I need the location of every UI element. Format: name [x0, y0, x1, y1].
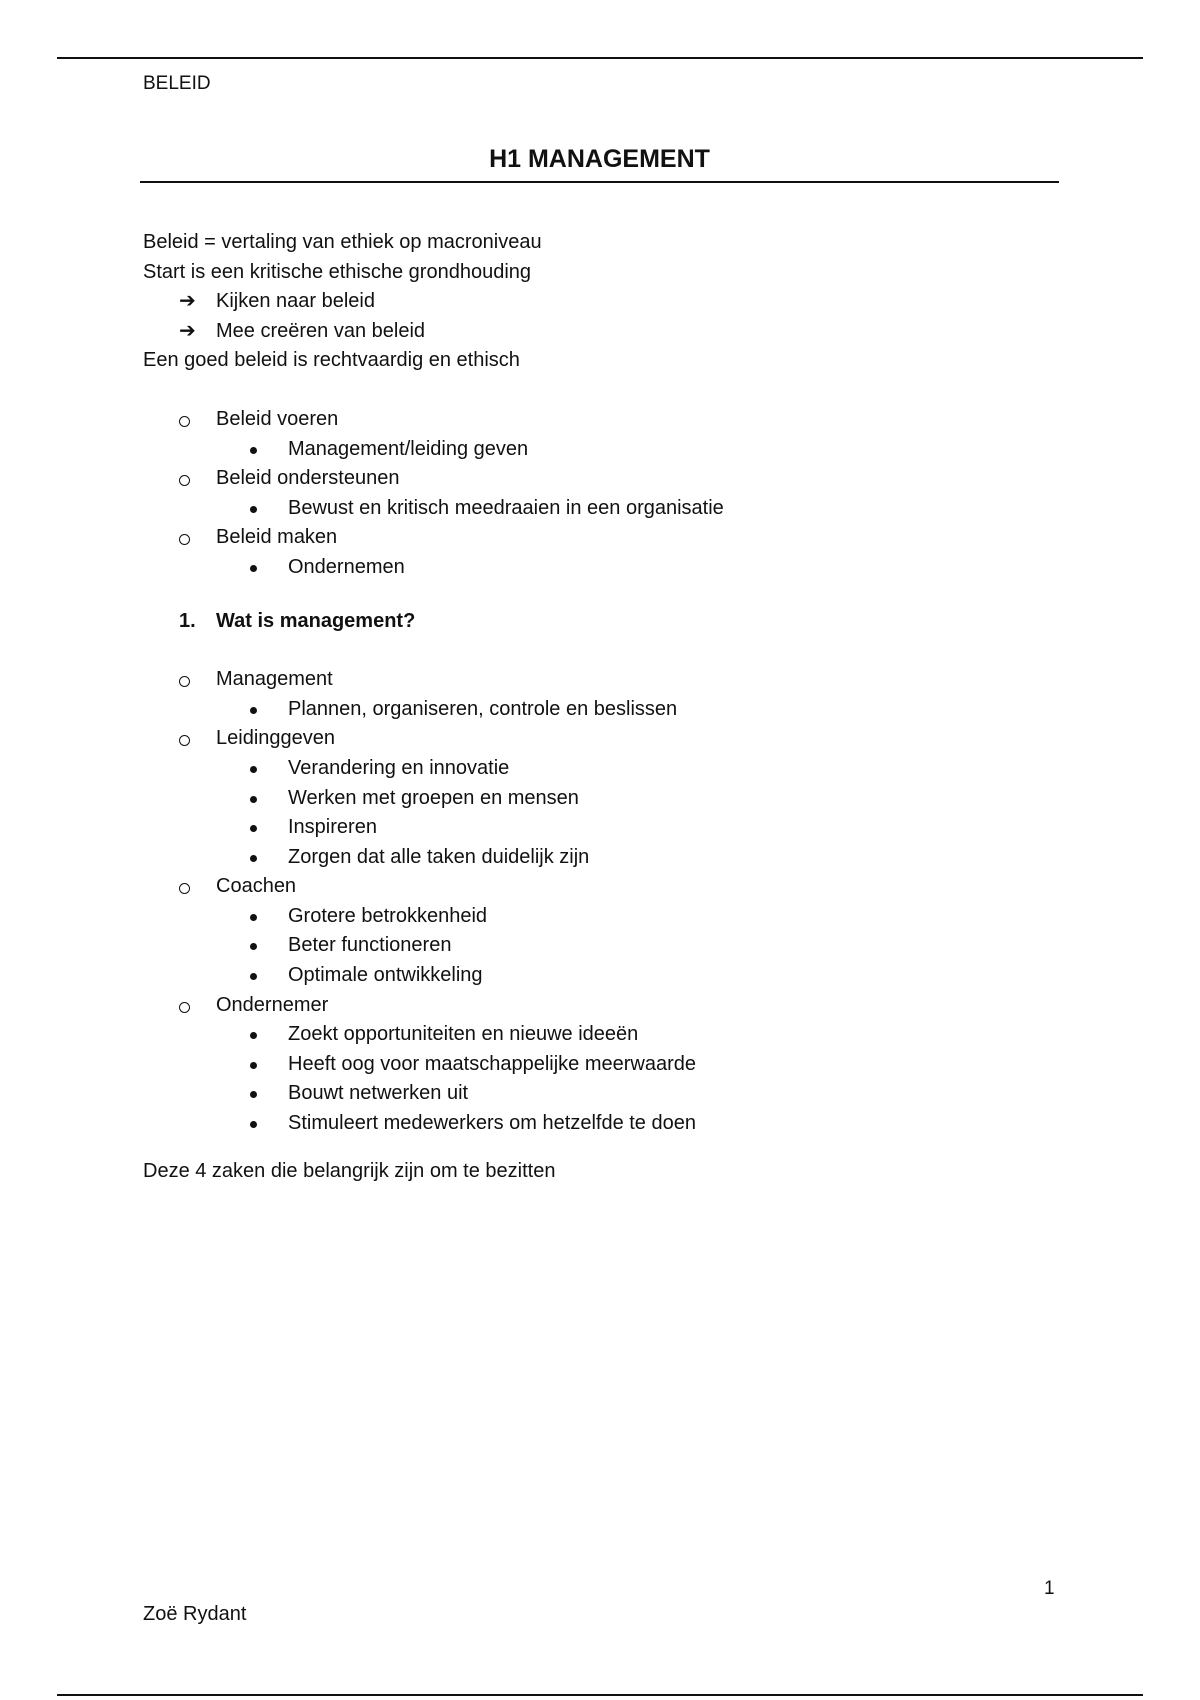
list-item: [143, 523, 1143, 553]
sub-list-item: [143, 843, 1143, 873]
sub-list-item: [143, 961, 1143, 991]
circle-bullet-icon: [179, 475, 190, 486]
sub-list-item: [143, 754, 1143, 784]
section-title: Wat is management?: [216, 609, 416, 632]
disc-bullet-icon: [250, 825, 257, 832]
disc-bullet-icon: [250, 855, 257, 862]
header-label: BELEID: [143, 73, 211, 94]
sub-list-item-label: Bouwt netwerken uit: [288, 1082, 469, 1105]
sub-list-item-label: Zorgen dat alle taken duidelijk zijn: [288, 845, 590, 868]
disc-bullet-icon: [250, 1121, 257, 1128]
intro-line-1: Beleid = vertaling van ethiek op macroniveau: [143, 231, 542, 253]
circle-bullet-icon: [179, 676, 190, 687]
disc-bullet-icon: [250, 506, 257, 513]
list-item: [143, 665, 1143, 695]
sub-list-item: [143, 931, 1143, 961]
sub-list-item-label: Bewust en kritisch meedraaien in een organisatie: [288, 496, 724, 519]
list-item-label: Management: [216, 668, 333, 691]
sub-list-item-label: Werken met groepen en mensen: [288, 786, 579, 809]
disc-bullet-icon: [250, 796, 257, 803]
bottom-rule: [57, 1694, 1143, 1696]
circle-bullet-icon: [179, 1002, 190, 1013]
sub-list-item: [143, 494, 1143, 524]
arrow-right-icon: ➔: [179, 319, 196, 342]
sub-list-item-label: Inspireren: [288, 816, 377, 839]
circle-bullet-icon: [179, 416, 190, 427]
document-body: [143, 228, 1143, 1186]
sub-list-item: [143, 902, 1143, 932]
page-title: H1 MANAGEMENT: [489, 145, 710, 173]
section-number: 1.: [179, 609, 196, 632]
sub-list-item-label: Optimale ontwikkeling: [288, 964, 483, 987]
arrow-item: [143, 287, 1143, 317]
circle-bullet-icon: [179, 883, 190, 894]
disc-bullet-icon: [250, 943, 257, 950]
sub-list-item-label: Beter functioneren: [288, 934, 452, 957]
list-item-label: Leidinggeven: [216, 727, 335, 750]
sub-list-item: [143, 1020, 1143, 1050]
list-item: [143, 724, 1143, 754]
sub-list-item-label: Grotere betrokkenheid: [288, 904, 488, 927]
list-item: [143, 872, 1143, 902]
intro-line-3: Een goed beleid is rechtvaardig en ethisch: [143, 349, 520, 372]
arrow-item-label: Kijken naar beleid: [216, 290, 375, 313]
sub-list-item: [143, 695, 1143, 725]
disc-bullet-icon: [250, 447, 257, 454]
disc-bullet-icon: [250, 914, 257, 921]
title-underline: [140, 181, 1059, 183]
sub-list-item: [143, 1079, 1143, 1109]
disc-bullet-icon: [250, 1062, 257, 1069]
section-heading: [143, 607, 1143, 637]
sub-list-item-label: Zoekt opportuniteiten en nieuwe ideeën: [288, 1023, 639, 1046]
sub-list-item-label: Ondernemen: [288, 555, 405, 578]
page-number: 1: [1044, 1578, 1055, 1599]
circle-bullet-icon: [179, 534, 190, 545]
sub-list-item: [143, 1109, 1143, 1139]
arrow-item: [143, 317, 1143, 347]
sub-list-item-label: Stimuleert medewerkers om hetzelfde te doen: [288, 1112, 696, 1135]
list-item: [143, 464, 1143, 494]
list-item-label: Beleid maken: [216, 526, 338, 549]
list-item: [143, 405, 1143, 435]
footer-author: Zoë Rydant: [143, 1603, 247, 1625]
list-item-label: Beleid ondersteunen: [216, 467, 400, 490]
list-item-label: Beleid voeren: [216, 407, 339, 430]
disc-bullet-icon: [250, 766, 257, 773]
sub-list-item: [143, 1050, 1143, 1080]
sub-list-item-label: Verandering en innovatie: [288, 756, 510, 779]
list-item: [143, 991, 1143, 1021]
disc-bullet-icon: [250, 707, 257, 714]
disc-bullet-icon: [250, 1032, 257, 1039]
sub-list-item: [143, 784, 1143, 814]
sub-list-item: [143, 553, 1143, 583]
sub-list-item-label: Plannen, organiseren, controle en beslissen: [288, 697, 678, 720]
sub-list-item-label: Heeft oog voor maatschappelijke meerwaarde: [288, 1052, 696, 1075]
arrow-item-label: Mee creëren van beleid: [216, 319, 426, 342]
disc-bullet-icon: [250, 565, 257, 572]
arrow-right-icon: ➔: [179, 290, 196, 313]
list-item-label: Ondernemer: [216, 993, 329, 1016]
intro-line-2: Start is een kritische ethische grondhouding: [143, 260, 532, 283]
top-rule: [57, 57, 1143, 59]
sub-list-item: [143, 435, 1143, 465]
disc-bullet-icon: [250, 973, 257, 980]
sub-list-item-label: Management/leiding geven: [288, 437, 529, 460]
conclusion-text: Deze 4 zaken die belangrijk zijn om te bezitten: [143, 1159, 556, 1182]
circle-bullet-icon: [179, 735, 190, 746]
list-item-label: Coachen: [216, 875, 297, 898]
sub-list-item: [143, 813, 1143, 843]
disc-bullet-icon: [250, 1091, 257, 1098]
